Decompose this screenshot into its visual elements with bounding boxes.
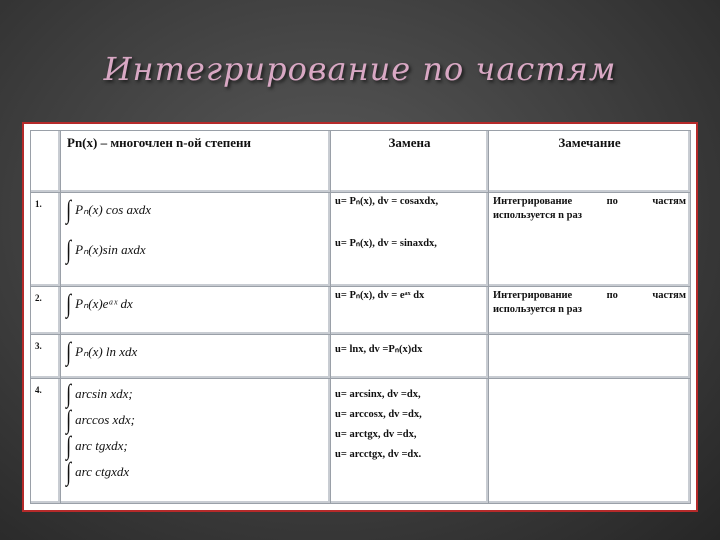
formula: arcsin xdx; [75,386,133,401]
substitution-cell [331,335,489,379]
substitution-line: u= lnx, dv =Pₙ(x)dx [335,344,423,355]
header-substitution: Замена [331,131,489,193]
row-number: 1. [31,193,61,287]
formula-cell [61,335,331,379]
integral-icon: ∫ [66,431,72,460]
formula: arc ctgxdx [75,464,130,479]
integral-icon: ∫ [66,337,72,366]
header-remark: Замечание [489,131,691,193]
formula: Pₙ(x) cos axdx [75,202,152,217]
integral-icon: ∫ [66,235,72,264]
substitution-line: u= Pₙ(x), dv = eᵃˣ dx [335,290,425,301]
integral-icon: ∫ [66,457,72,486]
formula: arccos xdx; [75,412,135,427]
integration-table [30,130,691,504]
table-row [31,335,691,379]
substitution-line: u= arcsinx, dv =dx, [335,389,421,400]
formula: Pₙ(x) ln xdx [75,344,138,359]
row-number: 2. [31,287,61,335]
header-num [31,131,61,193]
table-header-row [31,131,691,193]
substitution-line: u= arctgx, dv =dx, [335,429,417,440]
remark-cell [489,379,691,504]
substitution-line: u= Pₙ(x), dv = sinaxdx, [335,238,437,249]
formula-cell [61,193,331,287]
integral-icon: ∫ [66,405,72,434]
formula-cell [61,379,331,504]
substitution-cell [331,193,489,287]
formula: arc tgxdx; [75,438,128,453]
table-frame [22,122,698,512]
substitution-line: u= arccosx, dv =dx, [335,409,422,420]
substitution-cell [331,379,489,504]
integral-icon: ∫ [66,195,72,224]
integral-icon: ∫ [66,379,72,408]
header-polynomial: Pn(x) – многочлен n-ой степени [61,131,331,193]
integral-icon: ∫ [66,289,72,318]
remark-cell: Интегрирование по частям используется n раз [489,287,691,335]
formula-cell [61,287,331,335]
substitution-cell [331,287,489,335]
table-row [31,193,691,287]
table-row [31,379,691,504]
formula: Pₙ(x)sin axdx [75,242,146,257]
row-number: 3. [31,335,61,379]
row-number: 4. [31,379,61,504]
substitution-line: u= arcctgx, dv =dx. [335,449,422,460]
remark-cell: Интегрирование по частям используется n раз [489,193,691,287]
remark-cell [489,335,691,379]
substitution-line: u= Pₙ(x), dv = cosaxdx, [335,196,439,207]
table-row [31,287,691,335]
formula: Pₙ(x)eᵃˣ dx [75,296,133,311]
slide-title: Интегрирование по частям [103,50,617,88]
